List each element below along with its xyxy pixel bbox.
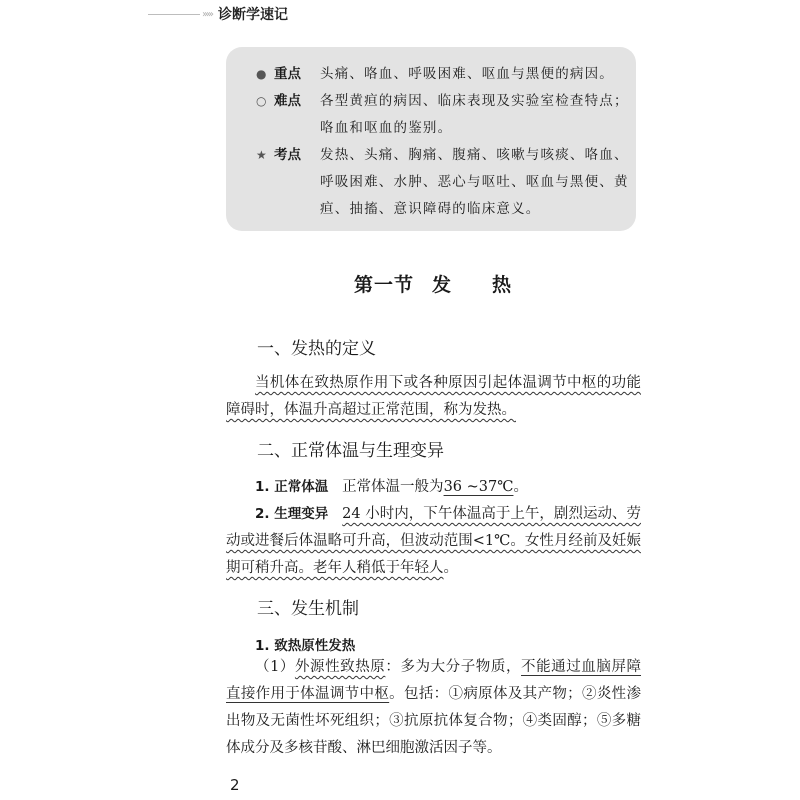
exogenous-text-1: ：多为大分子物质， <box>385 659 522 675</box>
heading-normal-temperature: 二、正常体温与生理变异 <box>257 441 444 461</box>
normal-temperature-text: 正常体温一般为 <box>342 479 444 495</box>
exogenous-text-2: 。包括：①病原体及其产物；②炎性渗出物及无菌性坏死组织；③抗原抗体复合物；④类固醇；⑤多糖体成分及多核苷酸、淋巴细胞激活因子等。 <box>226 686 642 756</box>
section-word-2: 热 <box>492 274 513 296</box>
definition-paragraph: 当机体在致热原作用下或各种原因引起体温调节中枢的功能障碍时，体温升高超过正常范围，称为发热。 <box>226 375 641 418</box>
page-number: 2 <box>230 776 240 794</box>
variation-label: 2. 生理变异 <box>255 506 329 522</box>
header-rule <box>148 14 200 15</box>
key-point-row <box>256 88 636 142</box>
key-point-text: 头痛、咯血、呼吸困难、呕血与黑便的病因。 <box>320 66 614 82</box>
heading-mechanism: 三、发生机制 <box>257 599 359 619</box>
subheading-pyrogen-fever: 1. 致热原性发热 <box>255 638 356 654</box>
key-point-text: 各型黄疸的病因、临床表现及实验室检查特点；咯血和呕血的鉴别。 <box>320 93 629 136</box>
variation-text: 24 小时内，下午体温高于上午，剧烈运动、劳动或进餐后体温略可升高，但波动范围<1℃。女性月经前及妊娠期可稍升高。老年人稍低于年轻人 <box>226 506 641 576</box>
key-point-text: 发热、头痛、胸痛、腹痛、咳嗽与咳痰、咯血、呼吸困难、水肿、恶心与呕吐、呕血与黑便、黄疸、抽搐、意识障碍的临床意义。 <box>320 147 629 217</box>
normal-temperature-end: 。 <box>513 479 528 495</box>
variation-paragraph <box>226 501 641 582</box>
item-number: （1） <box>255 659 295 675</box>
star-icon: ★ <box>256 148 267 162</box>
exogenous-pyrogen-term: 外源性致热原 <box>294 659 386 675</box>
exogenous-pyrogen-paragraph <box>226 654 641 762</box>
normal-temperature-paragraph <box>226 474 641 501</box>
book-title: 诊断学速记 <box>218 7 288 23</box>
section-title <box>0 270 800 297</box>
filled-circle-icon: ● <box>256 67 267 81</box>
blood-brain-barrier-text: 不能通过血脑屏障直接作用于体温调节中枢 <box>226 659 642 702</box>
variation-end: 。 <box>443 560 458 576</box>
key-point-label: 重点 <box>274 66 301 82</box>
heading-definition: 一、发热的定义 <box>257 339 376 359</box>
hollow-circle-icon: ○ <box>256 94 267 108</box>
section-word-1: 发 <box>431 274 452 296</box>
key-points-box <box>226 47 636 231</box>
header-arrows: ››››› <box>202 8 212 20</box>
key-point-row <box>256 61 636 88</box>
normal-temperature-label: 1. 正常体温 <box>255 479 329 495</box>
key-point-label: 难点 <box>274 93 301 109</box>
key-point-row <box>256 142 636 223</box>
section-number: 第一节 <box>353 274 414 296</box>
normal-temperature-range: 36 ~37℃ <box>443 479 514 495</box>
running-header <box>148 4 288 24</box>
key-point-label: 考点 <box>274 147 301 163</box>
